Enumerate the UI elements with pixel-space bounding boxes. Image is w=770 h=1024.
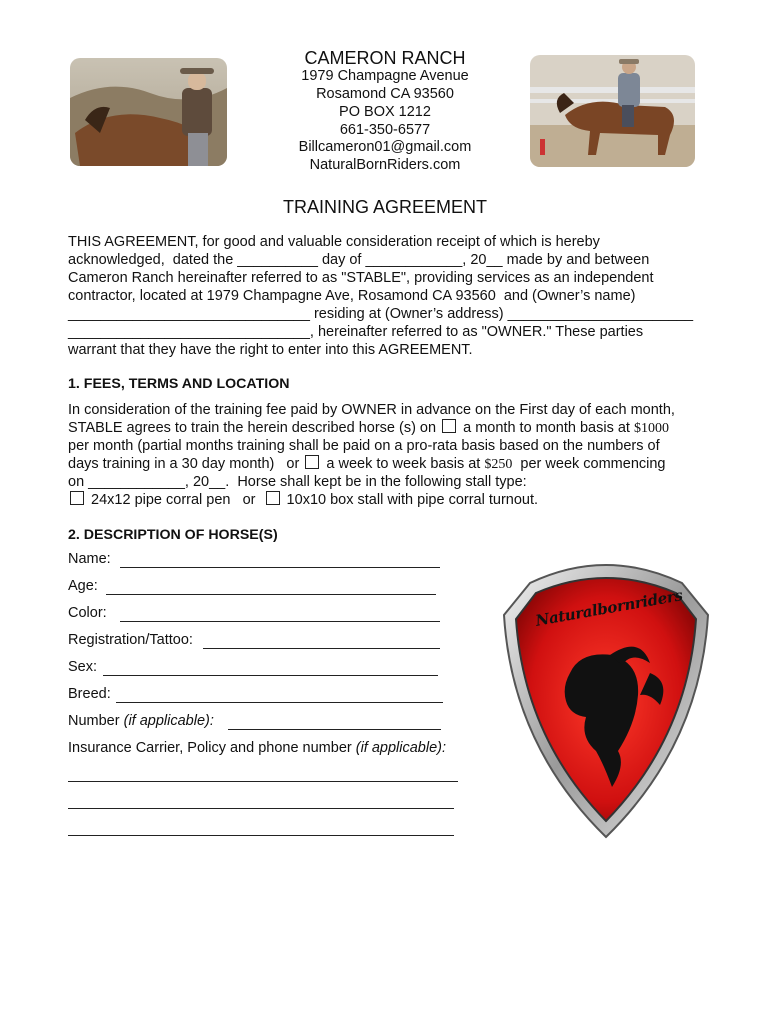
fees-line-5: on ____________, 20__. Horse shall kept be in the following stall type:: [68, 474, 527, 490]
box-stall-label: 10x10 box stall with pipe corral turnout.: [282, 492, 539, 508]
horse-number-label: [68, 713, 214, 733]
section2-heading: 2. DESCRIPTION OF HORSE(S): [68, 527, 278, 543]
stall-options: [68, 491, 718, 509]
section1-heading: 1. FEES, TERMS AND LOCATION: [68, 376, 290, 392]
monthly-amount: $1000: [634, 421, 669, 436]
horse-name-label: Name:: [68, 551, 111, 567]
horse-number-note: (if applicable):: [123, 713, 214, 729]
pipe-corral-label: 24x12 pipe corral pen: [87, 492, 235, 508]
rider-photo-right-image: [530, 55, 695, 167]
weekly-checkbox[interactable]: [305, 455, 319, 469]
address-line1: 1979 Champagne Avenue: [301, 68, 469, 84]
horse-color-label: Color:: [68, 605, 107, 621]
intro-line-7: warrant that they have the right to enter into this AGREEMENT.: [68, 342, 473, 358]
rider-photo-left: [70, 58, 227, 166]
rider-photo-left-image: [70, 58, 227, 166]
insurance-note: (if applicable):: [355, 740, 447, 756]
pipe-corral-checkbox[interactable]: [70, 491, 84, 505]
rider-photo-right: [530, 55, 695, 167]
po-box: PO BOX 1212: [339, 104, 431, 120]
intro-line-6: ______________________________, hereinafter referred to as "OWNER." These parties: [68, 324, 644, 340]
horse-sex-label: Sex:: [68, 659, 98, 675]
insurance-field-1[interactable]: [68, 781, 458, 782]
horse-age-field[interactable]: [106, 594, 436, 595]
horse-number-field[interactable]: [228, 729, 441, 730]
logo-text: Naturalbornriders: [534, 586, 684, 630]
weekly-amount: $250: [484, 457, 513, 472]
fees-line-2-post: a month to month basis at: [459, 420, 634, 436]
horse-color-field[interactable]: [120, 621, 440, 622]
horse-name-field[interactable]: [120, 567, 440, 568]
insurance-field-2[interactable]: [68, 808, 454, 809]
horse-breed-field[interactable]: [116, 702, 443, 703]
registration-field[interactable]: [203, 648, 440, 649]
registration-label: Registration/Tattoo:: [68, 632, 193, 648]
box-stall-checkbox[interactable]: [266, 491, 280, 505]
fees-line-4-mid: a week to week basis at: [322, 456, 485, 472]
fees-line-4: [68, 455, 718, 474]
phone-number: 661-350-6577: [339, 122, 431, 138]
insurance-label: [68, 740, 446, 760]
monthly-checkbox[interactable]: [442, 419, 456, 433]
ranch-name: CAMERON RANCH: [304, 48, 466, 68]
intro-line-3: Cameron Ranch hereinafter referred to as "STABLE", providing services as an independent: [68, 270, 654, 286]
intro-line-4: contractor, located at 1979 Champagne Ave, Rosamond CA 93560 and (Owner’s name): [68, 288, 636, 304]
fees-line-4-post: per week commencing: [512, 456, 666, 472]
fees-line-1: In consideration of the training fee paid by OWNER in advance on the First day of each month,: [68, 402, 675, 418]
website: NaturalBornRiders.com: [309, 157, 461, 173]
intro-line-1: THIS AGREEMENT, for good and valuable consideration receipt of which is hereby: [68, 234, 600, 250]
horse-breed-label: Breed:: [68, 686, 111, 702]
stall-or: or: [234, 492, 264, 508]
horse-number-text: Number: [68, 713, 124, 729]
horse-age-label: Age:: [68, 578, 98, 594]
address-line2: Rosamond CA 93560: [316, 86, 454, 102]
horse-sex-field[interactable]: [103, 675, 438, 676]
insurance-text: Insurance Carrier, Policy and phone number: [68, 740, 356, 756]
insurance-field-3[interactable]: [68, 835, 454, 836]
intro-line-2: acknowledged, dated the __________ day of ____________, 20__ made by and between: [68, 252, 650, 268]
fees-line-2: [68, 419, 718, 438]
fees-line-4-pre: days training in a 30 day month) or: [68, 456, 304, 472]
fees-line-3: per month (partial months training shall be paid on a pro-rata basis based on the numbers of: [68, 438, 660, 454]
fees-line-2-pre: STABLE agrees to train the herein described horse (s) on: [68, 420, 441, 436]
naturalbornriders-logo: [500, 555, 712, 840]
document-title: TRAINING AGREEMENT: [282, 197, 488, 217]
intro-line-5: ______________________________ residing at (Owner’s address) _______________________: [68, 306, 694, 322]
email-address: Billcameron01@gmail.com: [298, 139, 472, 155]
